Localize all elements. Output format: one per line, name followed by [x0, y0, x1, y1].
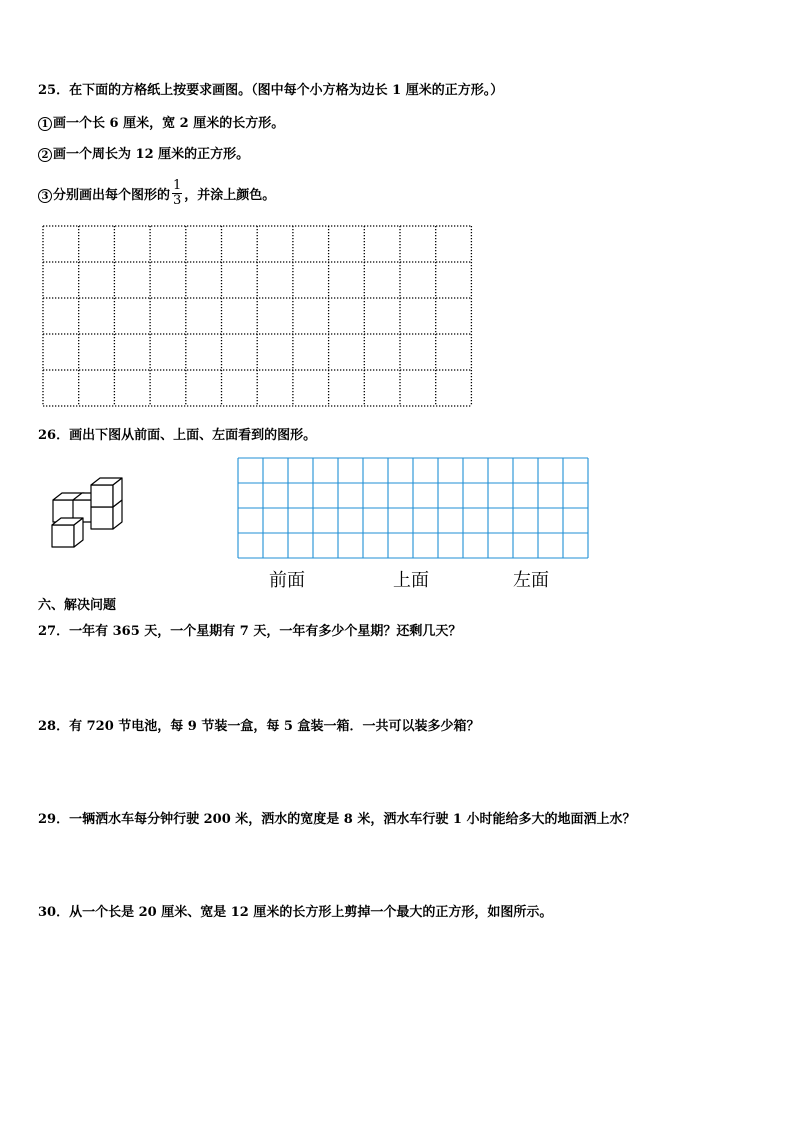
q25-title: 25．在下面的方格纸上按要求画图。（图中每个小方格为边长 1 厘米的正方形。）	[38, 83, 504, 98]
circled-number-2: 2	[38, 148, 52, 162]
q26-title: 26．画出下图从前面、上面、左面看到的图形。	[38, 428, 317, 443]
fraction-numerator: 1	[173, 178, 182, 193]
label-left-view: 左面	[513, 570, 549, 591]
label-front-view: 前面	[269, 570, 305, 591]
q25-item-1-text: 画一个长 6 厘米，宽 2 厘米的长方形。	[53, 116, 285, 131]
q25-item-3-text-before: 分别画出每个图形的	[53, 188, 171, 203]
fraction-denominator: 3	[173, 193, 182, 208]
q25-item-3	[38, 178, 276, 210]
q27-text: 27．一年有 365 天，一个星期有 7 天，一年有多少个星期？还剩几天？	[38, 624, 462, 639]
q25-item-3-text-after: ，并涂上颜色。	[184, 188, 276, 203]
q29-text: 29．一辆洒水车每分钟行驶 200 米，洒水的宽度是 8 米，洒水车行驶 1 小时能给多大的地面洒上水？	[38, 812, 636, 827]
circled-number-1: 1	[38, 117, 52, 131]
q30-text: 30．从一个长是 20 厘米、宽是 12 厘米的长方形上剪掉一个最大的正方形，如图所示。	[38, 905, 553, 920]
q28-text: 28．有 720 节电池，每 9 节装一盒，每 5 盒装一箱．一共可以装多少箱？	[38, 719, 480, 734]
label-top-view: 上面	[393, 570, 429, 591]
fraction-one-third	[172, 179, 182, 208]
section-6-heading: 六、解决问题	[38, 598, 117, 613]
cube-stack-figure	[36, 470, 136, 550]
dotted-square-grid[interactable]	[40, 224, 476, 410]
circled-number-3: 3	[38, 189, 52, 203]
view-drawing-grid[interactable]	[236, 456, 592, 562]
q25-item-2-text: 画一个周长为 12 厘米的正方形。	[53, 147, 250, 162]
q25-item-2	[38, 147, 249, 163]
q25-item-1	[38, 116, 284, 132]
